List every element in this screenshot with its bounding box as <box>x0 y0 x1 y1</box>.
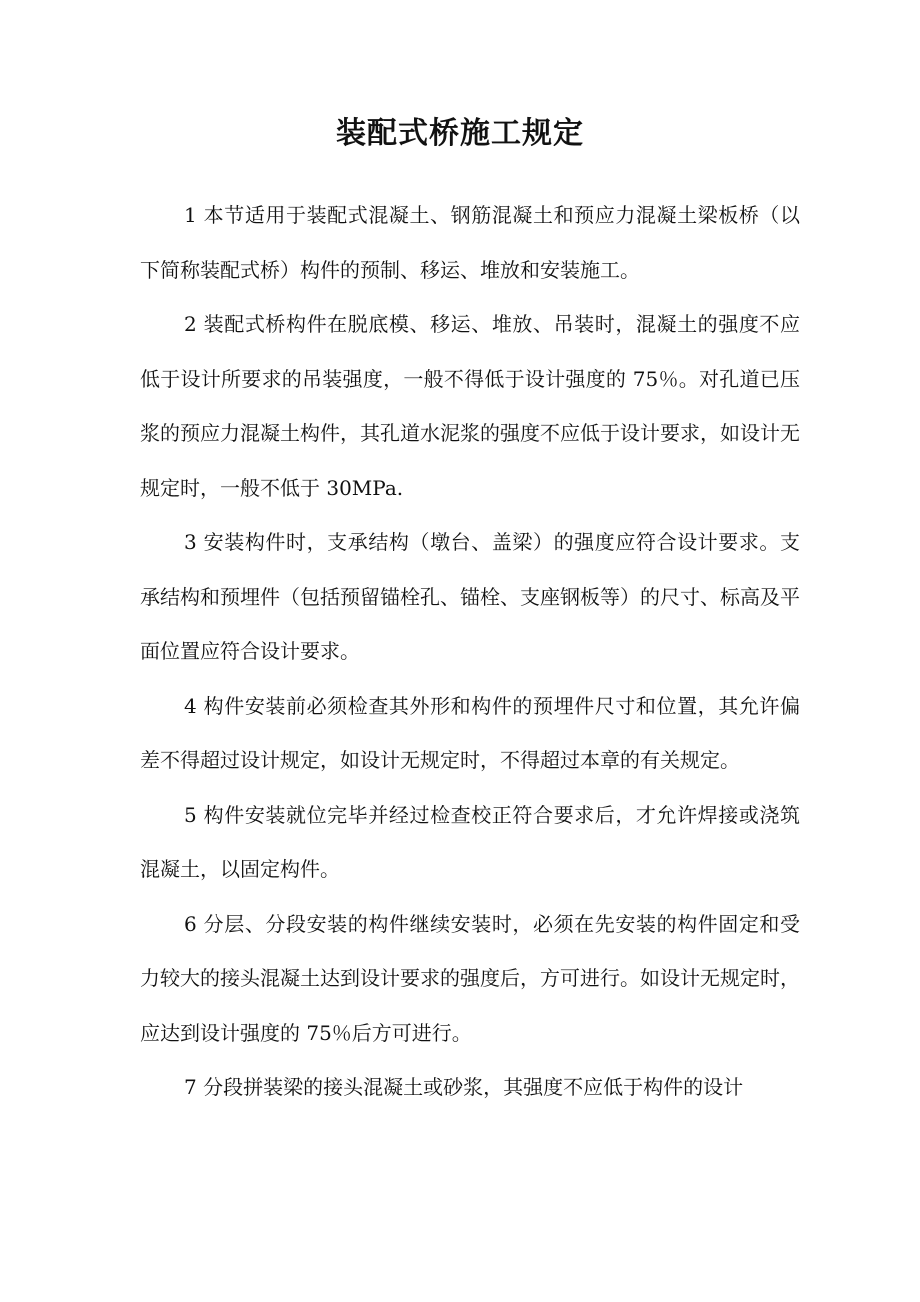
paragraph-2: 2 装配式桥构件在脱底模、移运、堆放、吊装时，混凝土的强度不应低于设计所要求的吊装强度，一般不得低于设计强度的 75％。对孔道已压浆的预应力混凝土构件，其孔道水泥浆的强度不应低于设计要求，如设计无规定时，一般不低于 30MPa. <box>140 312 800 500</box>
page-title: 装配式桥施工规定 <box>336 116 584 151</box>
paragraph-5: 5 构件安装就位完毕并经过检查校正符合要求后，才允许焊接或浇筑混凝土，以固定构件。 <box>140 802 800 881</box>
paragraph-6: 6 分层、分段安装的构件继续安装时，必须在先安装的构件固定和受力较大的接头混凝土达到设计要求的强度后，方可进行。如设计无规定时，应达到设计强度的 75％后方可进行。 <box>140 911 800 1045</box>
paragraph-1: 1 本节适用于装配式混凝土、钢筋混凝土和预应力混凝土梁板桥（以下简称装配式桥）构件的预制、移运、堆放和安装施工。 <box>140 203 800 282</box>
paragraph-4: 4 构件安装前必须检查其外形和构件的预埋件尺寸和位置，其允许偏差不得超过设计规定，如设计无规定时，不得超过本章的有关规定。 <box>140 693 800 772</box>
paragraph-7: 7 分段拼装梁的接头混凝土或砂浆，其强度不应低于构件的设计 <box>184 1075 744 1099</box>
paragraph-3: 3 安装构件时，支承结构（墩台、盖梁）的强度应符合设计要求。支承结构和预埋件（包括预留锚栓孔、锚栓、支座钢板等）的尺寸、标高及平面位置应符合设计要求。 <box>140 530 800 663</box>
document-body <box>140 188 800 1115</box>
